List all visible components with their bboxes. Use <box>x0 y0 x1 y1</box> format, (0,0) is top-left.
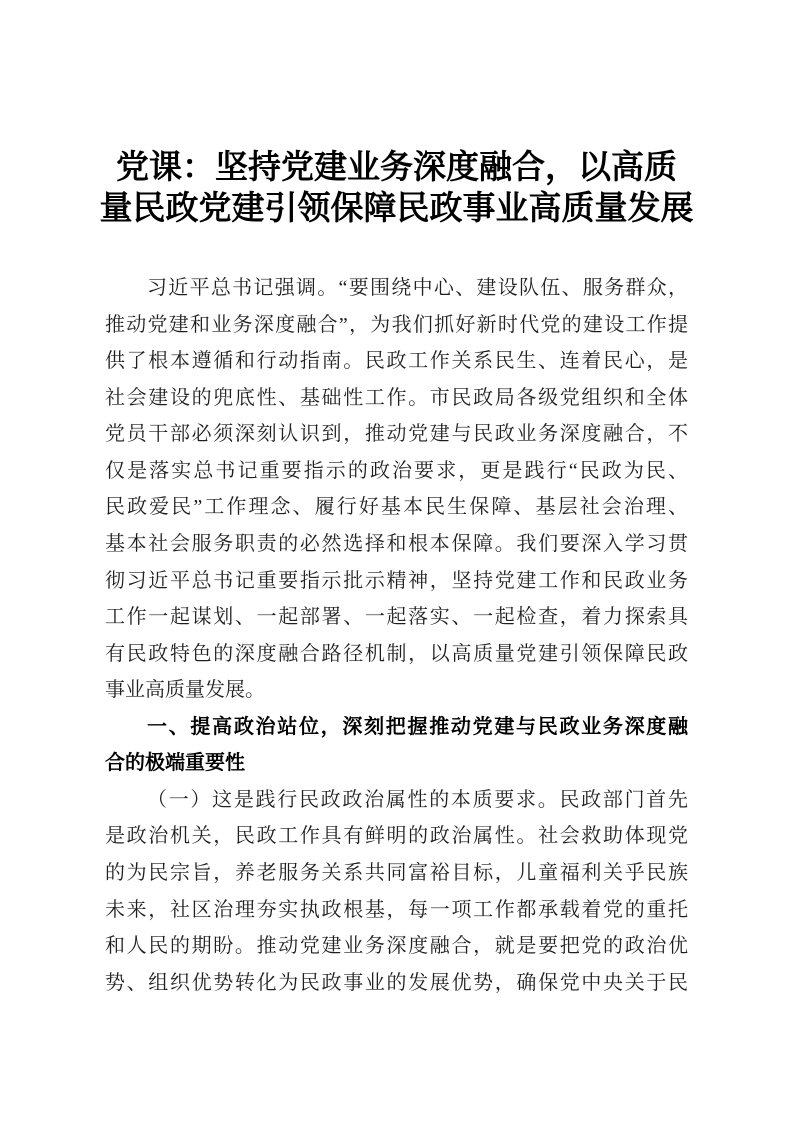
body-line: 势、组织优势转化为民政事业的发展优势，确保党中央关于民 <box>105 971 688 994</box>
body-line: 事业高质量发展。 <box>105 679 265 702</box>
body-line: 和人民的期盼。推动党建业务深度融合，就是要把党的政治优 <box>105 935 688 958</box>
document-body <box>105 270 688 1001</box>
body-line: 彻习近平总书记重要指示批示精神，坚持党建工作和民政业务 <box>105 569 688 592</box>
title-line: 量民政党建引领保障民政事业高质量发展 <box>99 189 694 226</box>
body-line: 未来，社区治理夯实执政根基，每一项工作都承载着党的重托 <box>105 898 688 921</box>
body-line: 习近平总书记强调。“要围绕中心、建设队伍、服务群众， <box>147 277 688 299</box>
body-line: 仅是落实总书记重要指示的政治要求，更是践行“民政为民、 <box>105 459 688 482</box>
heading-line: 合的极端重要性 <box>105 752 245 775</box>
body-line: 推动党建和业务深度融合”，为我们抓好新时代党的建设工作提 <box>105 313 688 336</box>
document-title <box>0 146 793 228</box>
body-line: 有民政特色的深度融合路径机制，以高质量党建引领保障民政 <box>105 642 688 665</box>
body-line: 基本社会服务职责的必然选择和根本保障。我们要深入学习贯 <box>105 532 688 555</box>
body-line: 工作一起谋划、一起部署、一起落实、一起检查，着力探索具 <box>105 606 688 629</box>
title-line: 党课：坚持党建业务深度融合，以高质 <box>116 148 677 185</box>
body-line: 供了根本遵循和行动指南。民政工作关系民生、连着民心，是 <box>105 350 688 373</box>
body-line: （一）这是践行民政政治属性的本质要求。民政部门首先 <box>147 788 688 811</box>
body-line: 社会建设的兜底性、基础性工作。市民政局各级党组织和全体 <box>105 386 688 409</box>
heading-line: 一、提高政治站位，深刻把握推动党建与民政业务深度融 <box>147 715 688 738</box>
body-line: 民政爱民”工作理念、履行好基本民生保障、基层社会治理、 <box>105 496 688 519</box>
body-line: 党员干部必须深刻认识到，推动党建与民政业务深度融合，不 <box>105 423 688 446</box>
body-line: 是政治机关，民政工作具有鲜明的政治属性。社会救助体现党 <box>105 825 688 848</box>
body-line: 的为民宗旨，养老服务关系共同富裕目标，儿童福利关乎民族 <box>105 862 688 884</box>
